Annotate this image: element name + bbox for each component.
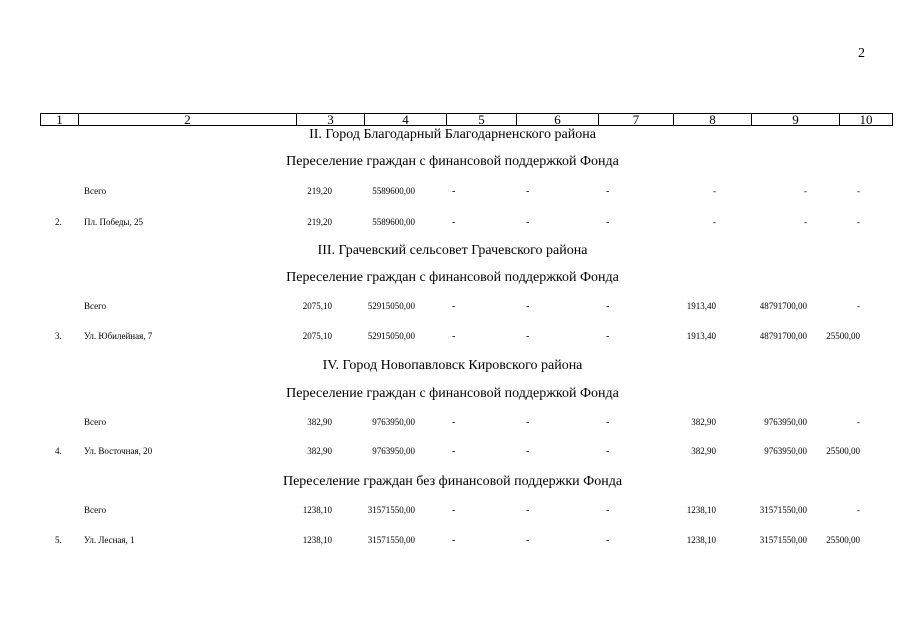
column-number: 8 — [674, 114, 752, 126]
row-address: Ул. Восточная, 20 — [84, 446, 153, 456]
cell-col6: - — [526, 301, 530, 312]
table-row — [0, 331, 905, 345]
column-number: 9 — [752, 114, 840, 126]
cell-col5: - — [452, 331, 456, 342]
row-number: 3. — [55, 331, 62, 341]
section-title: IV. Город Новопавловск Кировского района — [322, 358, 583, 373]
cell-col7: - — [606, 331, 610, 342]
cell-cost: 9763950,00 — [372, 417, 415, 427]
cell-cost: 52915050,00 — [367, 331, 415, 341]
cell-col10: 25500,00 — [826, 331, 860, 341]
row-number: 5. — [55, 535, 62, 545]
cell-col5: - — [452, 535, 456, 546]
cell-col9: - — [804, 186, 807, 196]
cell-col7: - — [606, 186, 610, 197]
cell-col9: 9763950,00 — [764, 446, 807, 456]
cell-col5: - — [452, 417, 456, 428]
table-row — [0, 505, 905, 519]
row-address: Пл. Победы, 25 — [84, 217, 143, 227]
table-row — [0, 186, 905, 200]
cell-col5: - — [452, 186, 456, 197]
row-address: Ул. Лесная, 1 — [84, 535, 135, 545]
subsection-title: Переселение граждан без финансовой поддержки Фонда — [282, 474, 623, 489]
cell-col6: - — [526, 417, 530, 428]
cell-col5: - — [452, 446, 456, 457]
table-row — [0, 417, 905, 431]
cell-col7: - — [606, 417, 610, 428]
cell-area: 1238,10 — [302, 535, 332, 545]
table-row — [0, 217, 905, 231]
cell-col10: - — [857, 417, 860, 427]
column-number: 3 — [297, 114, 365, 126]
cell-col10: - — [857, 186, 860, 196]
table-row — [0, 535, 905, 549]
cell-col7: - — [606, 505, 610, 516]
row-address: Всего — [84, 186, 107, 196]
cell-area: 1238,10 — [302, 505, 332, 515]
cell-cost: 5589600,00 — [372, 217, 415, 227]
cell-col8: - — [713, 217, 716, 227]
cell-col8: 1913,40 — [686, 331, 716, 341]
cell-col9: 48791700,00 — [759, 301, 807, 311]
row-number: 2. — [55, 217, 62, 227]
section-title: III. Грачевский сельсовет Грачевского района — [317, 243, 588, 258]
cell-cost: 31571550,00 — [367, 505, 415, 515]
row-address: Всего — [84, 301, 107, 311]
cell-col9: - — [804, 217, 807, 227]
cell-area: 219,20 — [307, 217, 332, 227]
subsection-title: Переселение граждан с финансовой поддержкой Фонда — [286, 154, 619, 169]
row-address: Ул. Юбилейная, 7 — [84, 331, 153, 341]
cell-col6: - — [526, 217, 530, 228]
row-number: 4. — [55, 446, 62, 456]
subsection-title: Переселение граждан с финансовой поддержкой Фонда — [286, 386, 619, 401]
cell-col10: - — [857, 217, 860, 227]
cell-col9: 31571550,00 — [759, 505, 807, 515]
column-header-table — [40, 113, 893, 126]
column-number: 1 — [41, 114, 79, 126]
cell-col7: - — [606, 301, 610, 312]
cell-col6: - — [526, 331, 530, 342]
cell-col7: - — [606, 446, 610, 457]
cell-area: 2075,10 — [302, 331, 332, 341]
table-row — [0, 301, 905, 315]
cell-col6: - — [526, 446, 530, 457]
cell-col10: - — [857, 505, 860, 515]
cell-col6: - — [526, 505, 530, 516]
cell-col9: 9763950,00 — [764, 417, 807, 427]
table-row — [0, 446, 905, 460]
cell-cost: 31571550,00 — [367, 535, 415, 545]
page-number: 2 — [858, 46, 865, 61]
cell-col8: 1238,10 — [686, 505, 716, 515]
column-number: 10 — [840, 114, 893, 126]
cell-col8: 1913,40 — [686, 301, 716, 311]
column-number: 4 — [365, 114, 447, 126]
cell-col6: - — [526, 535, 530, 546]
cell-col8: 382,90 — [691, 417, 716, 427]
cell-col9: 48791700,00 — [759, 331, 807, 341]
section-title: II. Город Благодарный Благодарненского района — [309, 127, 596, 142]
column-header-row — [41, 114, 893, 126]
cell-cost: 5589600,00 — [372, 186, 415, 196]
row-address: Всего — [84, 505, 107, 515]
column-number: 6 — [517, 114, 599, 126]
cell-col6: - — [526, 186, 530, 197]
cell-col8: 1238,10 — [686, 535, 716, 545]
cell-col9: 31571550,00 — [759, 535, 807, 545]
column-number: 5 — [447, 114, 517, 126]
cell-col5: - — [452, 505, 456, 516]
cell-col10: 25500,00 — [826, 446, 860, 456]
cell-col7: - — [606, 535, 610, 546]
cell-col5: - — [452, 217, 456, 228]
cell-col5: - — [452, 301, 456, 312]
cell-area: 219,20 — [307, 186, 332, 196]
column-number: 2 — [79, 114, 297, 126]
cell-col10: 25500,00 — [826, 535, 860, 545]
cell-col8: 382,90 — [691, 446, 716, 456]
cell-col10: - — [857, 301, 860, 311]
cell-cost: 9763950,00 — [372, 446, 415, 456]
row-address: Всего — [84, 417, 107, 427]
cell-area: 382,90 — [307, 446, 332, 456]
column-number: 7 — [599, 114, 674, 126]
cell-col8: - — [713, 186, 716, 196]
cell-cost: 52915050,00 — [367, 301, 415, 311]
subsection-title: Переселение граждан с финансовой поддержкой Фонда — [286, 270, 619, 285]
cell-area: 382,90 — [307, 417, 332, 427]
cell-col7: - — [606, 217, 610, 228]
cell-area: 2075,10 — [302, 301, 332, 311]
